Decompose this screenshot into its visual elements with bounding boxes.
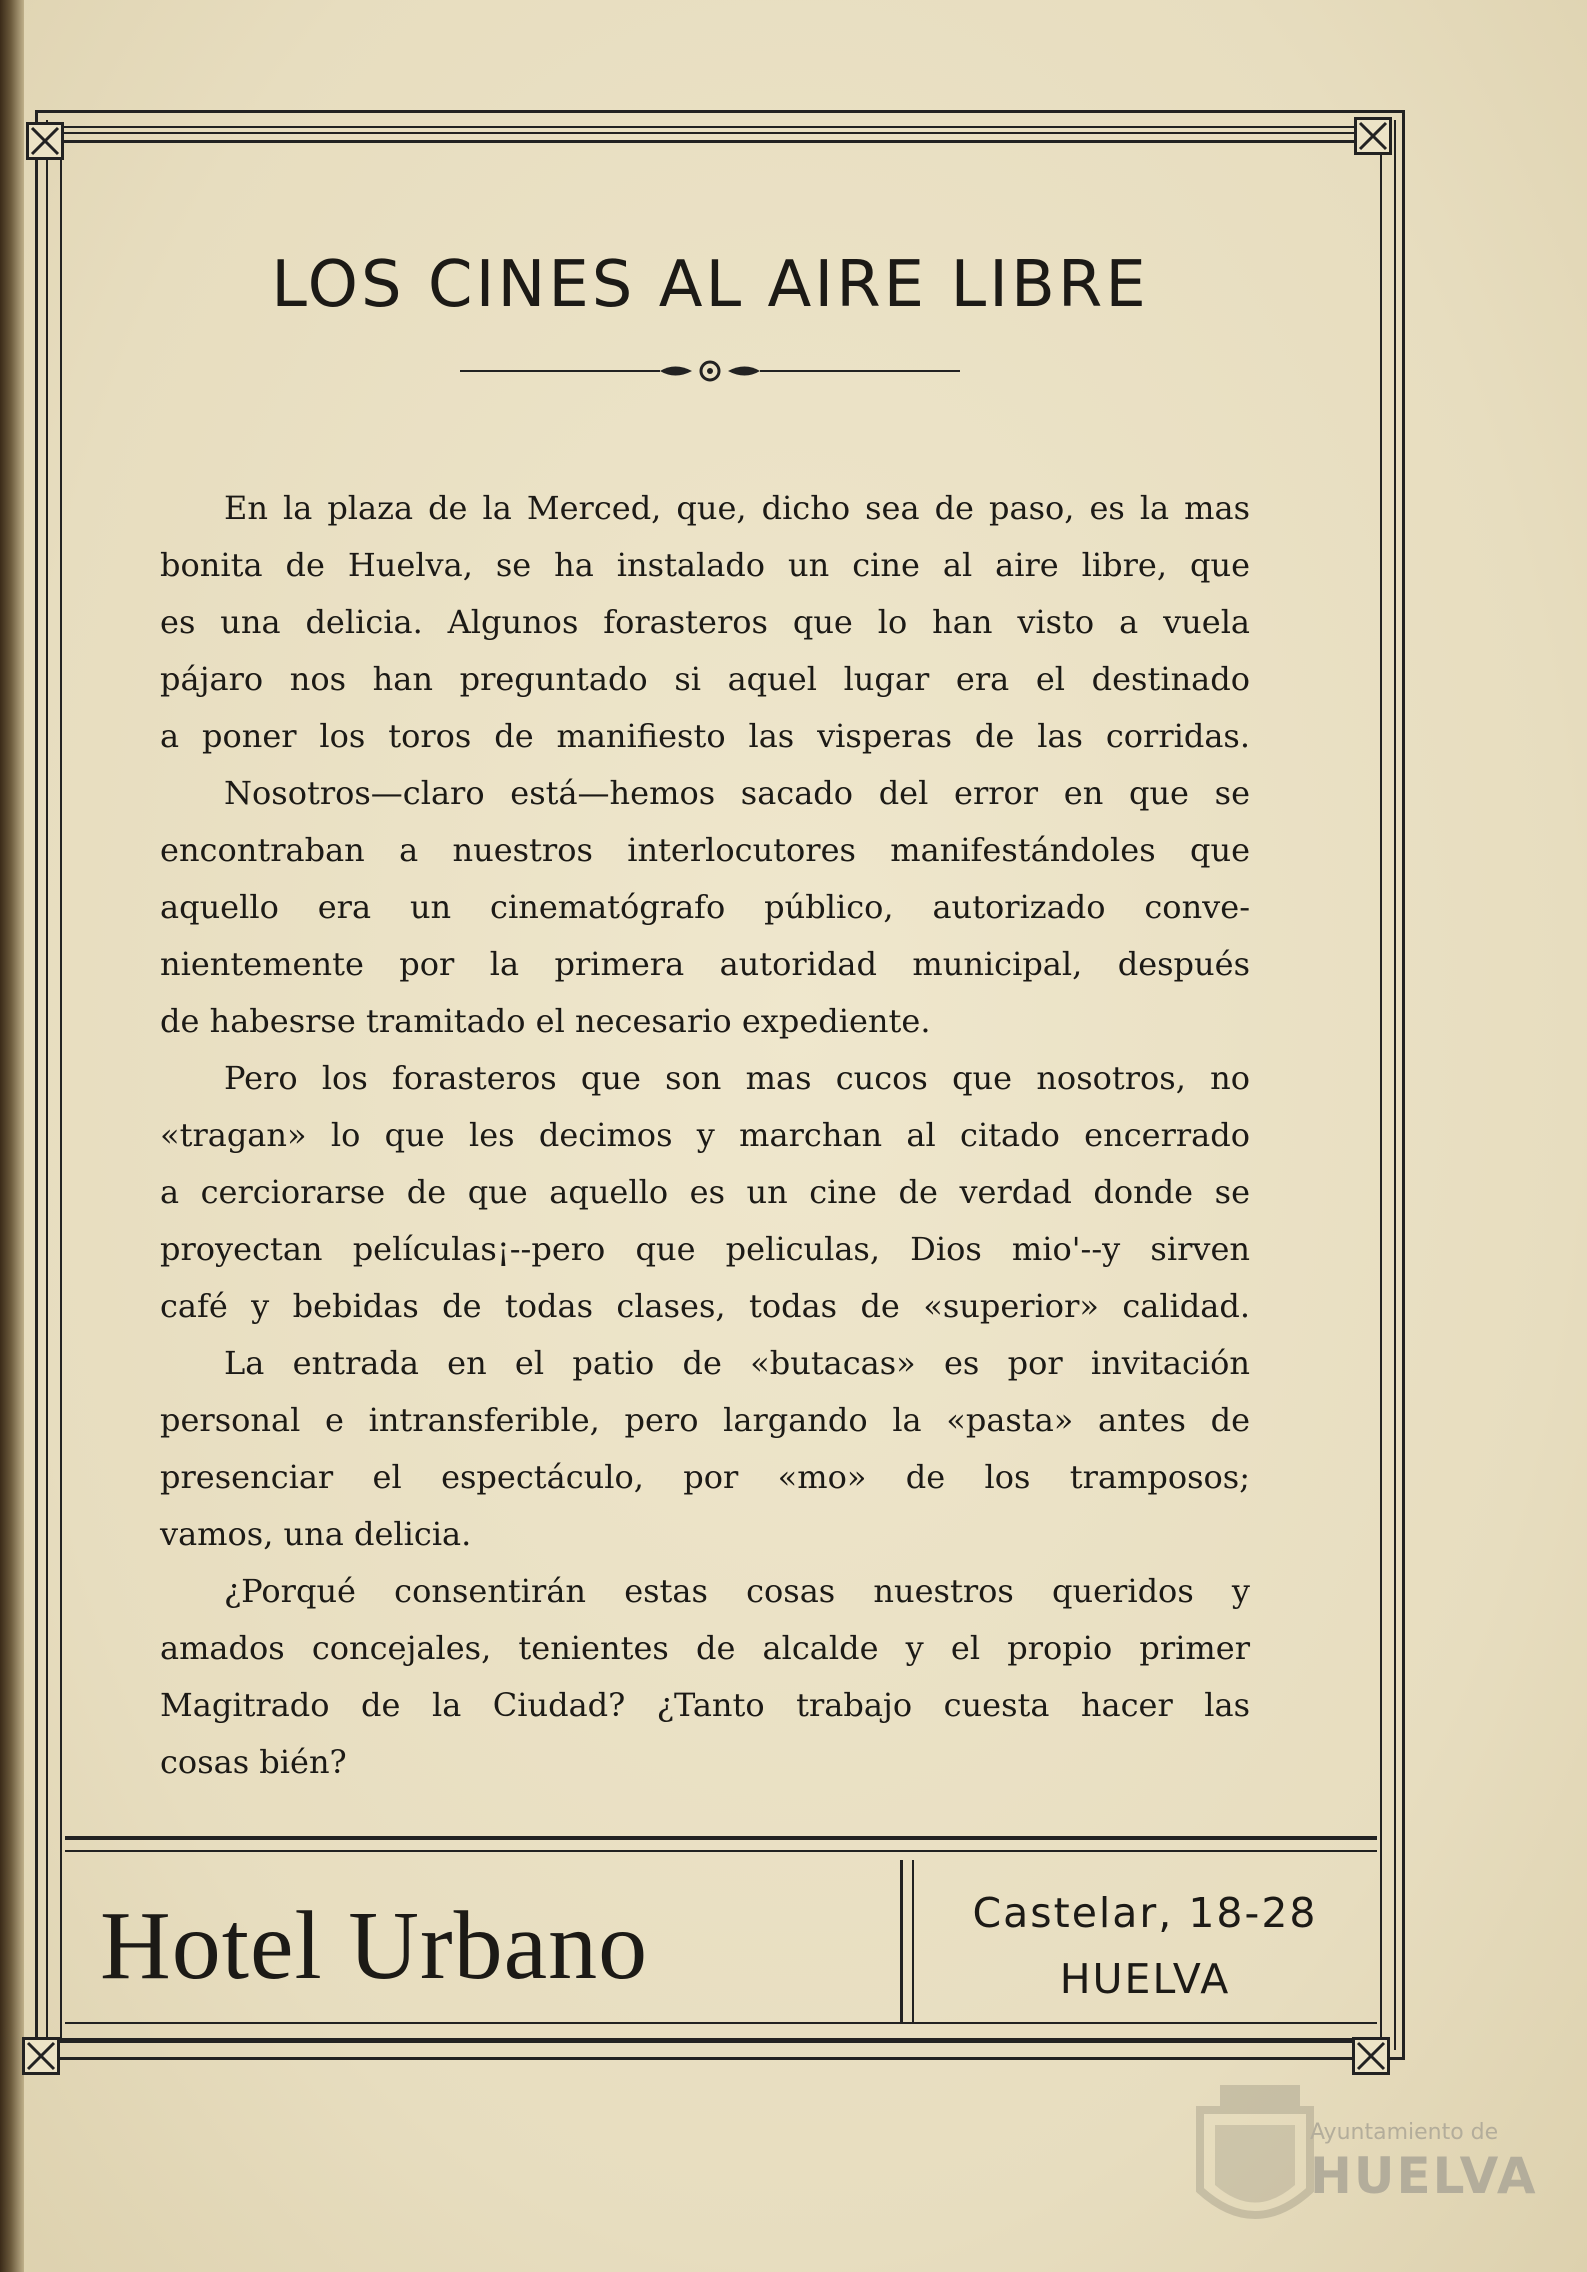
- article-line: de habesrse tramitado el necesario expediente.: [160, 1002, 931, 1040]
- article-line: ¿Porqué consentirán estas cosas nuestros queridos y: [224, 1572, 1250, 1610]
- article-line: proyectan películas¡--pero que peliculas, Dios mio'--y sirven: [160, 1230, 1250, 1268]
- article-title: LOS CINES AL AIRE LIBRE: [271, 248, 1149, 322]
- hotel-name: Hotel Urbano: [100, 1892, 649, 2000]
- article-line: La entrada en el patio de «butacas» es por invitación: [224, 1344, 1250, 1382]
- article-line: amados concejales, tenientes de alcalde y el propio primer: [160, 1629, 1250, 1667]
- footer-bottom-rule: [55, 2040, 1385, 2043]
- corner-ornament-icon: [26, 122, 64, 160]
- right-double-rule: [1394, 120, 1396, 2050]
- top-double-rule: [55, 140, 1385, 143]
- footer-top-rule: [65, 1836, 1377, 1840]
- article-line: café y bebidas de todas clases, todas de «superior» calidad.: [160, 1287, 1250, 1325]
- article-line: es una delicia. Algunos forasteros que lo han visto a vuela: [160, 603, 1250, 641]
- article-line: «tragan» lo que les decimos y marchan al citado encerrado: [160, 1116, 1250, 1154]
- footer-vertical-divider: [900, 1860, 903, 2022]
- article-line: personal e intransferible, pero largando la «pasta» antes de: [160, 1401, 1250, 1439]
- footer-top-rule: [65, 1850, 1377, 1852]
- hotel-street: Castelar, 18-28: [972, 1889, 1318, 1937]
- article-line: nientemente por la primera autoridad municipal, después: [160, 945, 1250, 983]
- article-line: En la plaza de la Merced, que, dicho sea de paso, es la mas: [224, 489, 1250, 527]
- article-line: Magitrado de la Ciudad? ¿Tanto trabajo cuesta hacer las: [160, 1686, 1250, 1724]
- corner-ornament-icon: [22, 2037, 60, 2075]
- left-double-rule: [46, 120, 48, 2050]
- hotel-city: HUELVA: [1059, 1955, 1231, 2003]
- watermark-line2: HUELVA: [1310, 2147, 1538, 2205]
- footer-vertical-divider: [912, 1860, 914, 2022]
- watermark-line1: Ayuntamiento de: [1310, 2120, 1499, 2145]
- hotel-address: [925, 1880, 1365, 2012]
- title-flourish-icon: [460, 356, 960, 386]
- corner-ornament-icon: [1354, 117, 1392, 155]
- top-double-rule: [55, 126, 1385, 128]
- article-line: bonita de Huelva, se ha instalado un cine al aire libre, que: [160, 546, 1250, 584]
- article-line: vamos, una delicia.: [160, 1515, 472, 1553]
- article-line: pájaro nos han preguntado si aquel lugar era el destinado: [160, 660, 1250, 698]
- article-line: cosas bién?: [160, 1743, 347, 1781]
- article-line: a cerciorarse de que aquello es un cine de verdad donde se: [160, 1173, 1250, 1211]
- binding-spine: [0, 0, 24, 2272]
- footer-bottom-rule: [65, 2022, 1377, 2024]
- article-line: aquello era un cinematógrafo público, autorizado conve-: [160, 888, 1250, 926]
- article-line: a poner los toros de manifiesto las visperas de las corridas.: [160, 717, 1250, 755]
- article-line: encontraban a nuestros interlocutores manifestándoles que: [160, 831, 1250, 869]
- article-line: presenciar el espectáculo, por «mo» de los tramposos;: [160, 1458, 1250, 1496]
- watermark-text: [1310, 2120, 1550, 2205]
- article-line: Pero los forasteros que son mas cucos que nosotros, no: [224, 1059, 1250, 1097]
- article-line: Nosotros—claro está—hemos sacado del error en que se: [224, 774, 1250, 812]
- article-body: [160, 480, 1260, 1791]
